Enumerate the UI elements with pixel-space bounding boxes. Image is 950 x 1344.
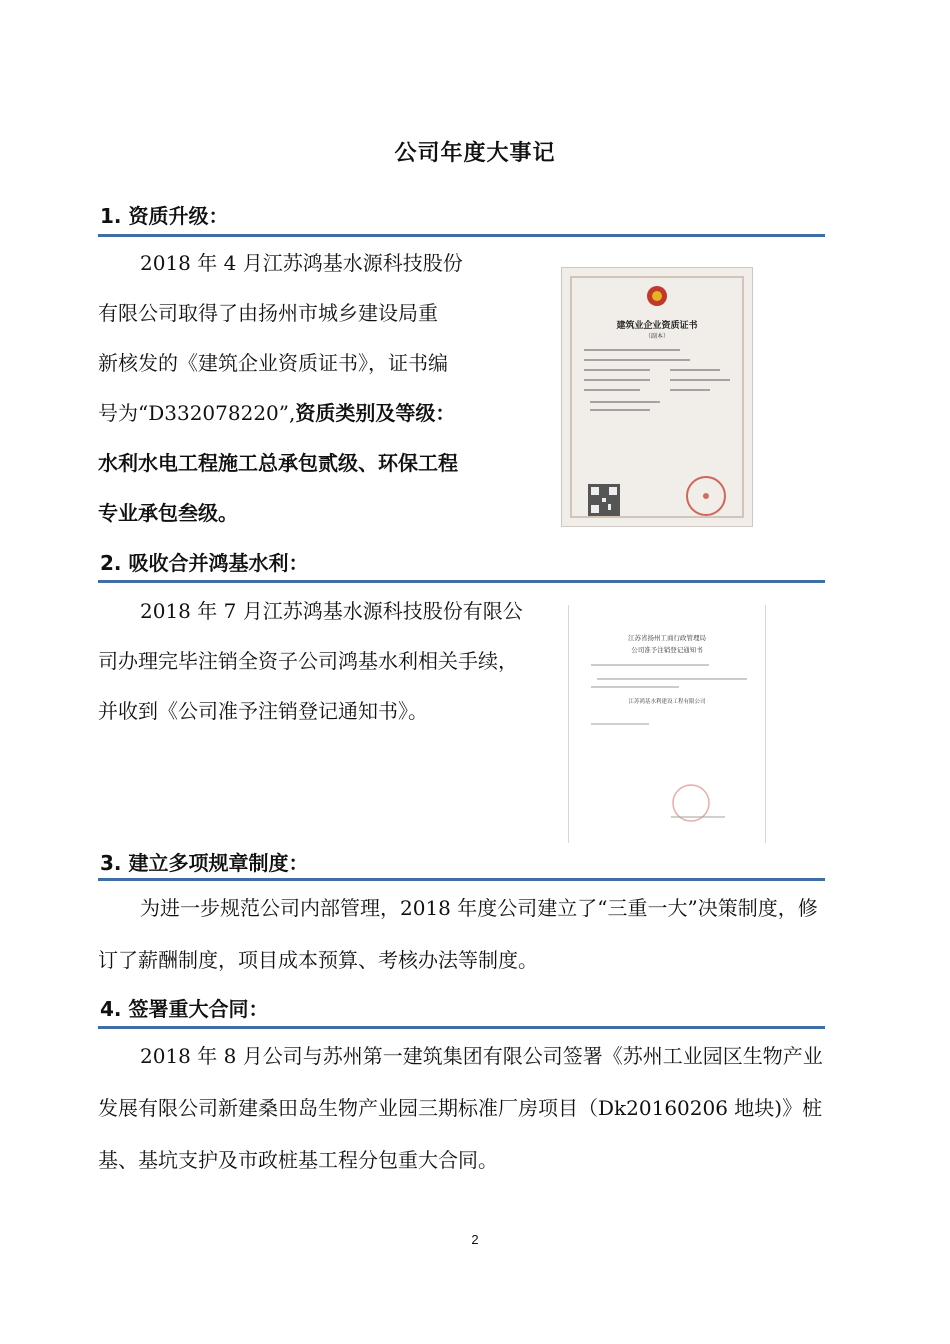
section-2-line-1: 2018 年 7 月江苏鸿基水源科技股份有限公 xyxy=(140,599,523,623)
section-2-rule xyxy=(98,580,825,583)
section-4-paragraph: 2018 年 8 月公司与苏州第一建筑集团有限公司签署《苏州工业园区生物产业发展有限公司新建桑田岛生物产业园三期标准厂房项目（Dk20160206 地块)》桩基、基坑支护及市政桩基工程分包重大合同。 xyxy=(98,1044,823,1172)
certificate-text-lines xyxy=(580,346,736,416)
qualification-certificate-image xyxy=(562,268,752,526)
section-2-line-3: 并收到《公司准予注销登记通知书》。 xyxy=(98,699,428,723)
notice-authority: 江苏省扬州工商行政管理局 xyxy=(628,634,706,642)
section-3-paragraph: 为进一步规范公司内部管理，2018 年度公司建立了“三重一大”决策制度，修订了薪酬制度，项目成本预算、考核办法等制度。 xyxy=(98,896,818,972)
section-1-line-5: 水利水电工程施工总承包贰级、环保工程 xyxy=(98,451,458,475)
notice-date-line xyxy=(669,813,729,821)
deregistration-notice-image xyxy=(568,605,766,843)
notice-title: 公司准予注销登记通知书 xyxy=(631,646,703,654)
section-3-heading: 3. 建立多项规章制度： xyxy=(100,851,309,875)
page-title: 公司年度大事记 xyxy=(394,141,556,166)
notice-text-lines xyxy=(589,661,749,701)
section-1-line-1: 2018 年 4 月江苏鸿基水源科技股份 xyxy=(140,251,463,275)
certificate-subtitle: （副本） xyxy=(644,333,669,340)
section-1-heading: 1. 资质升级： xyxy=(100,204,229,228)
section-1-rule xyxy=(98,234,825,237)
page-number: 2 xyxy=(471,1232,479,1247)
red-seal-stamp xyxy=(684,474,728,518)
section-1-line-4 xyxy=(98,397,455,426)
section-2-line-2: 司办理完毕注销全资子公司鸿基水利相关手续， xyxy=(98,649,518,673)
section-1-line-6: 专业承包叁级。 xyxy=(98,501,238,525)
section-3-rule xyxy=(98,878,825,881)
section-1-line-2: 有限公司取得了由扬州市城乡建设局重 xyxy=(98,301,438,325)
section-2-heading: 2. 吸收合并鸿基水利： xyxy=(100,551,309,575)
qr-code-icon xyxy=(588,484,620,516)
section-4-rule xyxy=(98,1026,825,1029)
section-1-line-3: 新核发的《建筑企业资质证书》，证书编 xyxy=(98,351,448,375)
notice-company: 江苏鸿基水利建设工程有限公司 xyxy=(628,699,706,705)
notice-text-line xyxy=(589,719,669,729)
qualification-label: 资质类别及等级： xyxy=(295,401,456,425)
national-emblem-icon xyxy=(645,284,669,308)
certificate-title: 建筑业企业资质证书 xyxy=(616,321,698,331)
certificate-number-text: 号为“D332078220”, xyxy=(98,401,296,425)
section-4-heading: 4. 签署重大合同： xyxy=(100,997,269,1021)
